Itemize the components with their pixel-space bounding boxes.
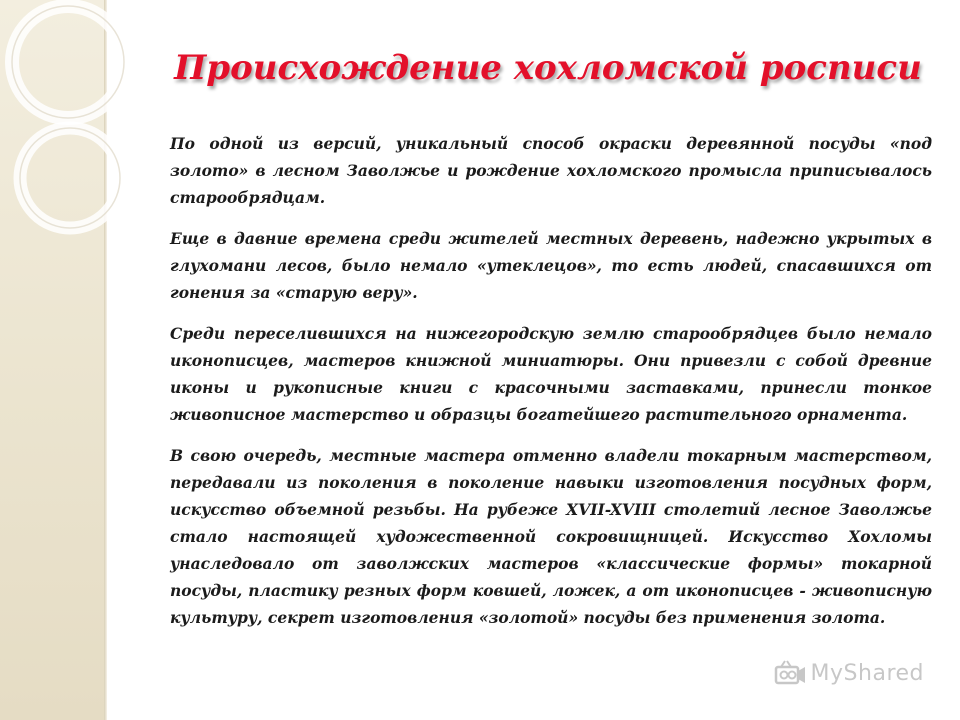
paragraph-4: В свою очередь, местные мастера отменно владели токарным мастерством, передавали из поколения в поколение навыки изготовления посудных форм, искусство объемной резьбы. На рубеже XVII-XVIII столетий лесное Заволжье стало настоящей художественной сокровищницей. Искусство Хохломы унаследовало от заволжских мастеров «классические формы» токарной посуды, пластику резных форм ковшей, ложек, а от иконописцев - живописную культуру, секрет изготовления «золотой» посуды без применения золота. xyxy=(170,446,932,627)
slide-body xyxy=(170,130,932,645)
slide-title: Происхождение хохломской росписи xyxy=(174,48,922,88)
projector-icon xyxy=(773,658,807,688)
watermark-logo xyxy=(773,658,924,688)
watermark-text: MyShared xyxy=(810,660,924,686)
decorative-circles xyxy=(0,0,140,260)
paragraph-2: Еще в давние времена среди жителей местных деревень, надежно укрытых в глухомани лесов, было немало «утеклецов», то есть людей, спасавшихся от гонения за «старую веру». xyxy=(170,229,932,302)
paragraph-3: Среди переселившихся на нижегородскую землю старообрядцев было немало иконописцев, мастеров книжной миниатюры. Они привезли с собой древние иконы и рукописные книги с красочными заставками, принесли тонкое живописное мастерство и образцы богатейшего растительного орнамента. xyxy=(170,324,932,424)
paragraph-1: По одной из версий, уникальный способ окраски деревянной посуды «под золото» в лесном Заволжье и рождение хохломского промысла приписывалось старообрядцам. xyxy=(170,134,932,207)
